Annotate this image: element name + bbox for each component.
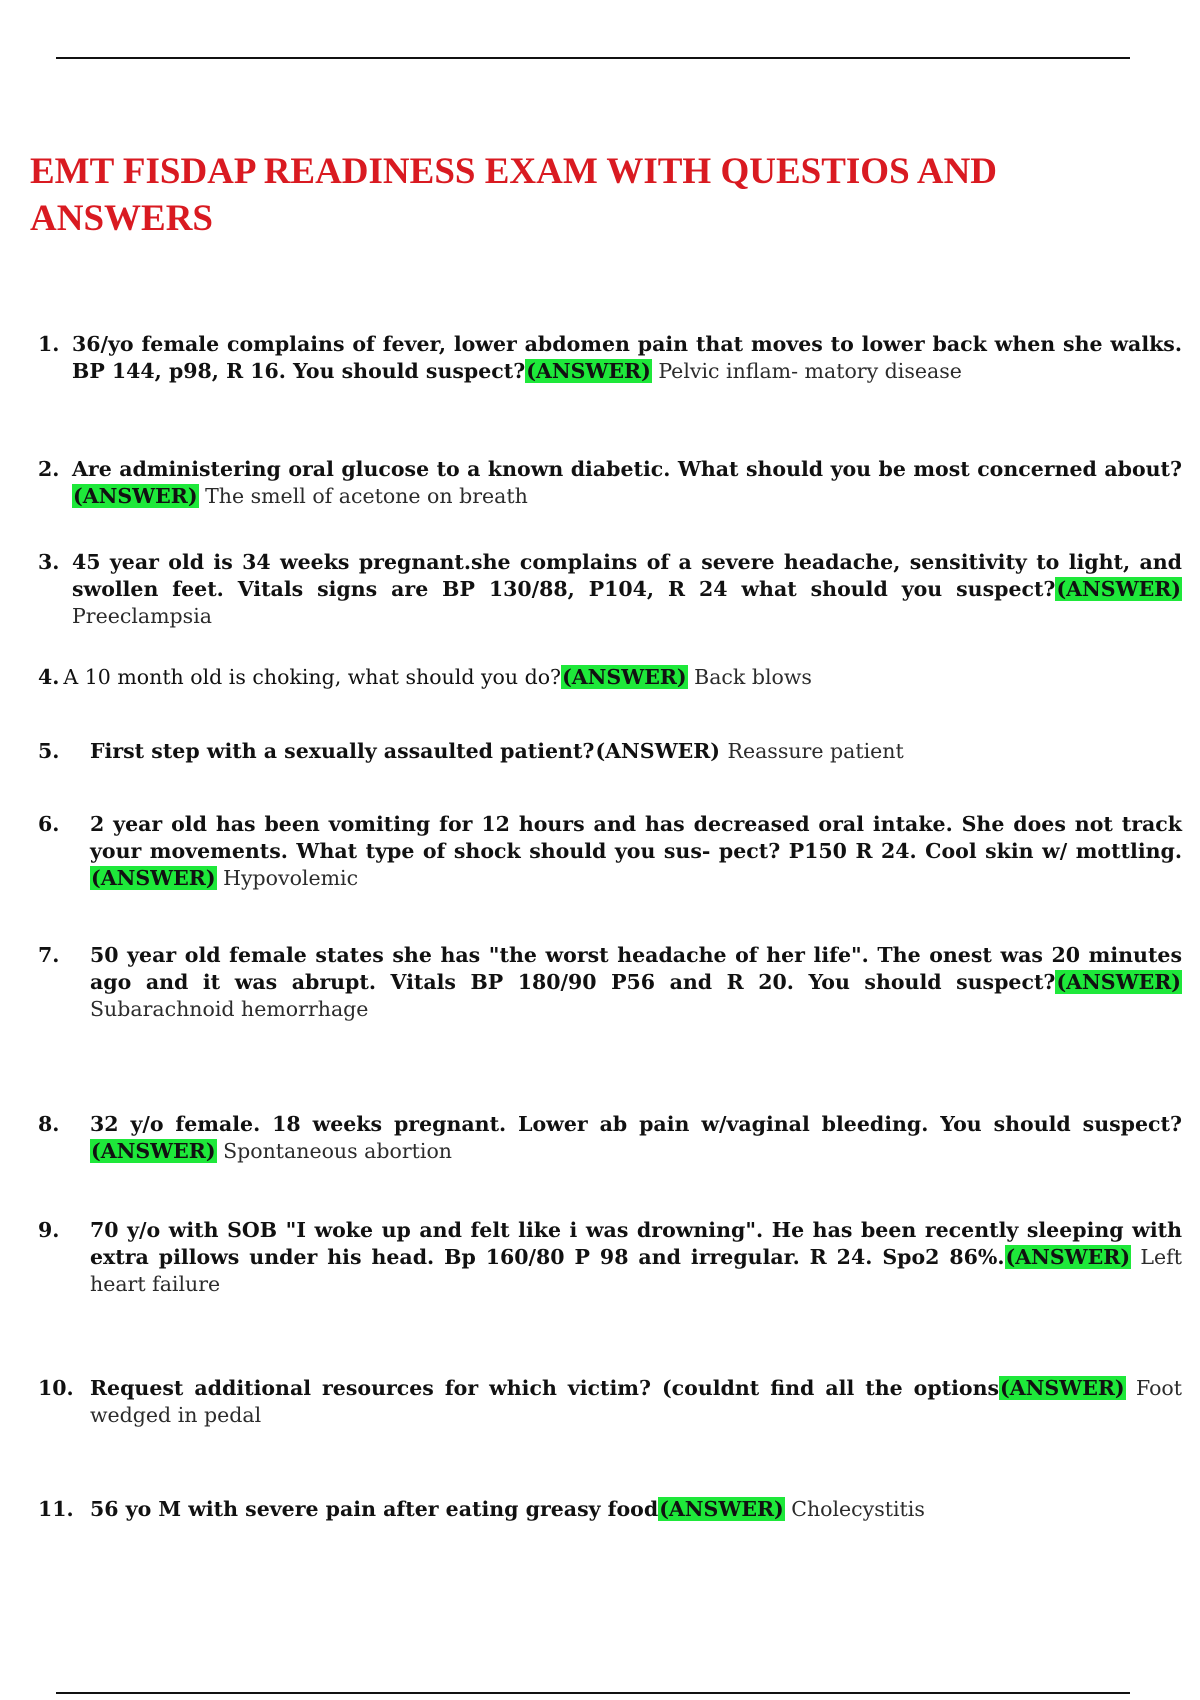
answer-label: (ANSWER) <box>73 484 198 508</box>
answer-text: Back blows <box>694 665 812 689</box>
question-3 <box>38 549 1182 630</box>
answer-text: The smell of acetone on breath <box>205 484 528 508</box>
answer-text: Cholecystitis <box>791 1497 925 1521</box>
document-title: EMT FISDAP READINESS EXAM WITH QUESTIOS AND ANSWERS <box>30 151 998 239</box>
answer-label: (ANSWER) <box>562 665 687 689</box>
question-text: 45 year old is 34 weeks pregnant.she complains of a severe headache, sensitivity to light, and swollen feet. Vitals signs are BP 130/88, P104, R 24 what should you suspect? <box>72 550 1182 601</box>
question-text: 50 year old female states she has "the worst headache of her life". The onest was 20 minutes ago and it was abrupt. Vitals BP 180/90 P56 and R 20. You should suspect? <box>90 943 1182 994</box>
question-7 <box>38 942 1182 1023</box>
answer-label: (ANSWER) <box>526 359 651 383</box>
question-text: 32 y/o female. 18 weeks pregnant. Lower ab pain w/vaginal bleeding. You should suspect? <box>90 1112 1182 1136</box>
answer-label: (ANSWER) <box>659 1497 784 1521</box>
question-6 <box>38 811 1182 892</box>
answer-text: Spontaneous abortion <box>223 1139 452 1163</box>
question-1 <box>38 331 1182 385</box>
question-2 <box>38 456 1182 510</box>
question-text: 2 year old has been vomiting for 12 hours and has decreased oral intake. She does not track your movements. What type of shock should you sus- pect? P150 R 24. Cool skin w/ mottling. <box>90 812 1182 863</box>
answer-label: (ANSWER) <box>595 739 720 763</box>
question-text: 36/yo female complains of fever, lower abdomen pain that moves to lower back when she walks. BP 144, p98, R 16. You should suspect? <box>72 332 1182 383</box>
answer-label: (ANSWER) <box>1005 1245 1131 1269</box>
question-number: 2. <box>38 457 60 481</box>
bottom-rule <box>56 1692 1130 1694</box>
answer-text: Reassure patient <box>727 739 904 763</box>
answer-text: Pelvic inflam- matory disease <box>658 359 962 383</box>
question-number: 4. <box>38 665 60 689</box>
question-number: 11. <box>38 1497 74 1521</box>
question-number: 10. <box>38 1376 74 1400</box>
answer-text: Foot wedged in pedal <box>90 1376 1182 1427</box>
question-5 <box>38 738 1182 765</box>
top-rule <box>56 57 1130 59</box>
question-11 <box>38 1496 1182 1523</box>
question-text: 70 y/o with SOB "I woke up and felt like i was drowning". He has been recently sleeping with extra pillows under his head. Bp 160/80 P 98 and irregular. R 24. Spo2 86%. <box>90 1218 1182 1269</box>
question-9 <box>38 1217 1182 1298</box>
question-number: 7. <box>38 943 60 967</box>
question-text: Are administering oral glucose to a known diabetic. What should you be most concerned about? <box>72 457 1182 481</box>
answer-text: Preeclampsia <box>72 604 212 628</box>
question-number: 8. <box>38 1112 60 1136</box>
answer-label: (ANSWER) <box>91 866 216 890</box>
answer-text: Left heart failure <box>90 1245 1182 1296</box>
answer-label: (ANSWER) <box>1056 970 1181 994</box>
question-8 <box>38 1111 1182 1165</box>
question-4 <box>38 664 1182 691</box>
question-number: 6. <box>38 812 60 836</box>
question-number: 1. <box>38 332 60 356</box>
question-text: 56 yo M with severe pain after eating greasy food <box>90 1497 659 1521</box>
answer-text: Hypovolemic <box>223 866 359 890</box>
answer-text: Subarachnoid hemorrhage <box>90 997 369 1021</box>
question-text: A 10 month old is choking, what should you do? <box>63 665 562 689</box>
question-text: First step with a sexually assaulted patient? <box>90 739 595 763</box>
answer-label: (ANSWER) <box>1056 577 1181 601</box>
question-number: 3. <box>38 550 60 574</box>
question-text: Request additional resources for which victim? (couldnt find all the options <box>90 1376 1000 1400</box>
answer-label: (ANSWER) <box>1000 1376 1125 1400</box>
answer-label: (ANSWER) <box>91 1139 216 1163</box>
question-10 <box>38 1375 1182 1429</box>
question-number: 5. <box>38 739 60 763</box>
question-number: 9. <box>38 1218 60 1242</box>
